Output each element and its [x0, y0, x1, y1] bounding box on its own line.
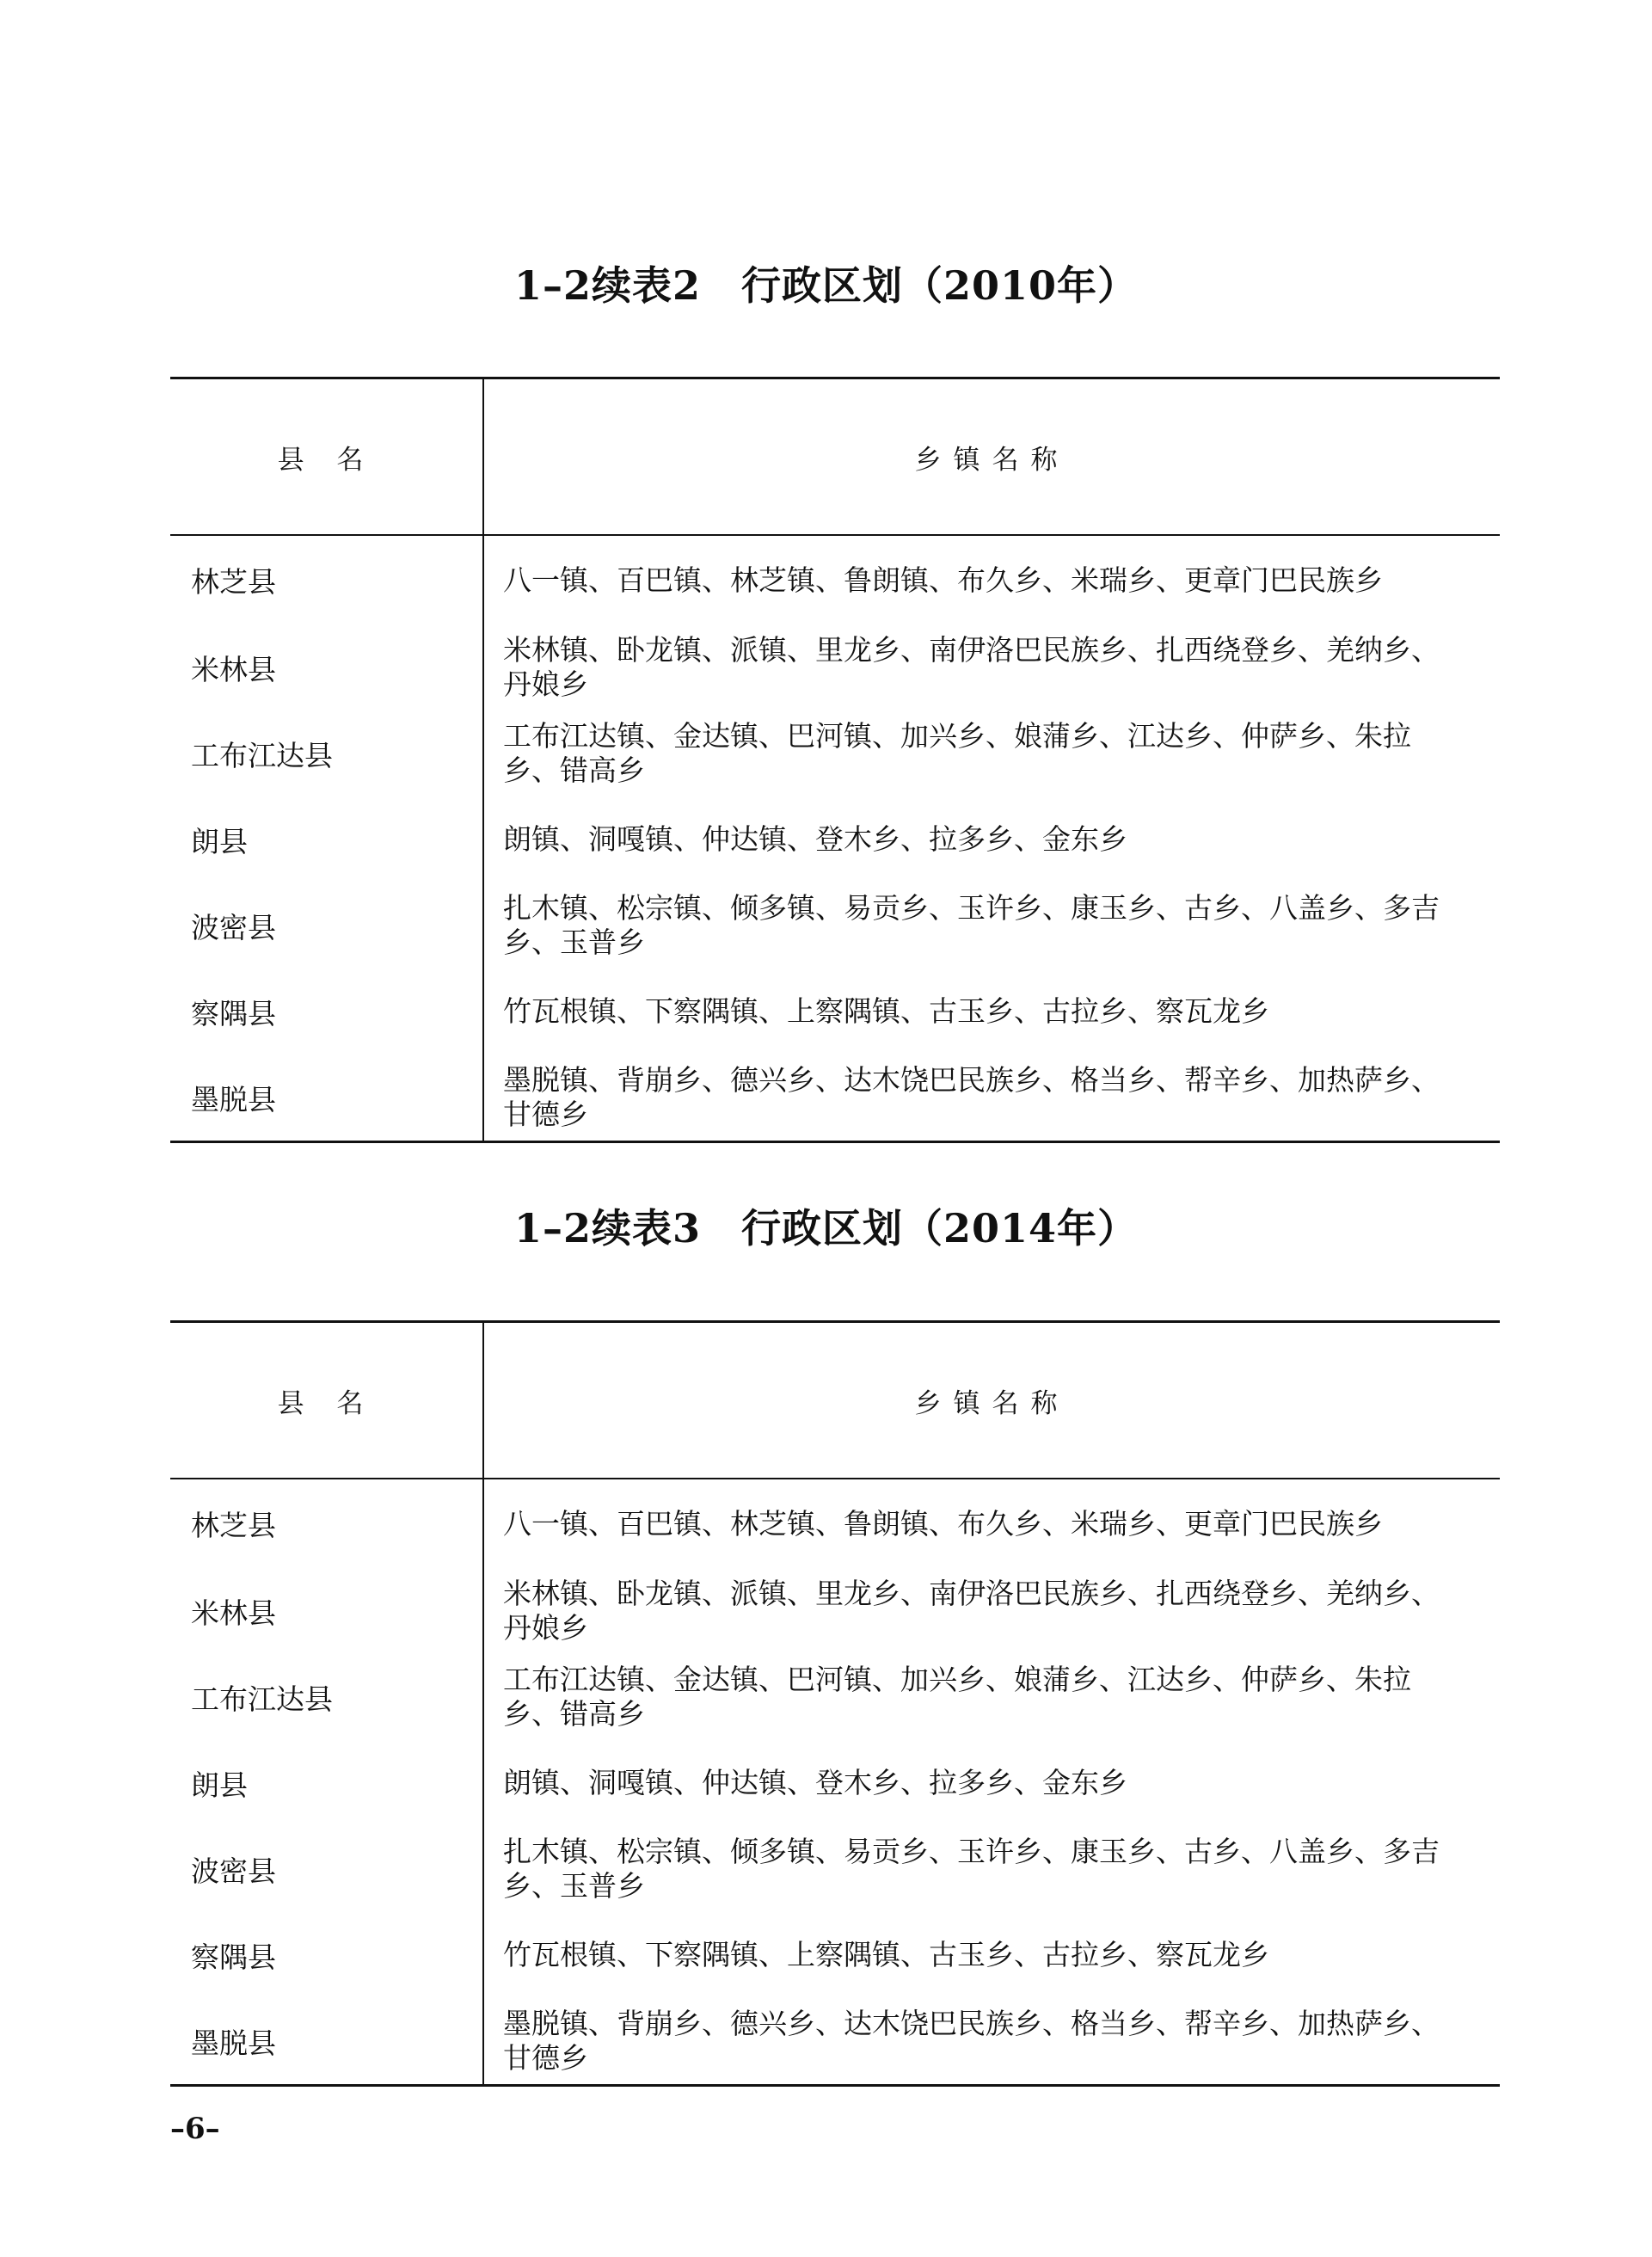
town-list: 八一镇、百巴镇、林芝镇、鲁朗镇、布久乡、米瑞乡、更章门巴民族乡 — [503, 563, 1383, 597]
town-list: 米林镇、卧龙镇、派镇、里龙乡、南伊洛巴民族乡、扎西绕登乡、羌纳乡、丹娘乡 — [503, 633, 1440, 701]
table-row — [170, 536, 1500, 624]
town-list: 八一镇、百巴镇、林芝镇、鲁朗镇、布久乡、米瑞乡、更章门巴民族乡 — [503, 1506, 1383, 1541]
county-name: 墨脱县 — [170, 1998, 484, 2084]
town-list: 工布江达镇、金达镇、巴河镇、加兴乡、娘蒲乡、江达乡、仲萨乡、朱拉乡、错高乡 — [503, 719, 1411, 787]
table-row — [170, 1055, 1500, 1141]
county-name: 墨脱县 — [170, 1055, 484, 1141]
town-list: 朗镇、洞嘎镇、仲达镇、登木乡、拉多乡、金东乡 — [503, 822, 1127, 856]
county-name: 波密县 — [170, 883, 484, 969]
header-county: 县 名 — [170, 1323, 484, 1478]
admin-division-table-2010 — [170, 377, 1500, 1143]
county-name: 波密县 — [170, 1826, 484, 1912]
table-header — [170, 1323, 1500, 1479]
table-row — [170, 1826, 1500, 1912]
table-title-2010: 1–2续表2 行政区划（2010年） — [513, 262, 1139, 309]
admin-division-table-2014 — [170, 1320, 1500, 2087]
table-title-2014: 1–2续表3 行政区划（2014年） — [513, 1205, 1139, 1251]
table-row — [170, 1568, 1500, 1654]
table-row — [170, 883, 1500, 969]
table-row — [170, 1912, 1500, 1998]
town-list: 墨脱镇、背崩乡、德兴乡、达木饶巴民族乡、格当乡、帮辛乡、加热萨乡、甘德乡 — [503, 1063, 1440, 1131]
table-row — [170, 710, 1500, 796]
town-list: 米林镇、卧龙镇、派镇、里龙乡、南伊洛巴民族乡、扎西绕登乡、羌纳乡、丹娘乡 — [503, 1577, 1440, 1645]
county-name: 林芝县 — [170, 1479, 484, 1568]
table-header — [170, 379, 1500, 536]
county-name: 工布江达县 — [170, 1654, 484, 1740]
town-list: 工布江达镇、金达镇、巴河镇、加兴乡、娘蒲乡、江达乡、仲萨乡、朱拉乡、错高乡 — [503, 1663, 1411, 1731]
header-county: 县 名 — [170, 379, 484, 534]
header-towns: 乡镇名称 — [914, 444, 1070, 476]
table-row — [170, 1654, 1500, 1740]
table-row — [170, 969, 1500, 1055]
county-name: 林芝县 — [170, 536, 484, 624]
town-list: 朗镇、洞嘎镇、仲达镇、登木乡、拉多乡、金东乡 — [503, 1766, 1127, 1799]
page-number: –6– — [170, 2112, 220, 2146]
county-name: 朗县 — [170, 1740, 484, 1826]
table-row — [170, 796, 1500, 883]
county-name: 工布江达县 — [170, 710, 484, 796]
county-name: 米林县 — [170, 624, 484, 710]
header-towns: 乡镇名称 — [914, 1387, 1070, 1419]
county-name: 朗县 — [170, 796, 484, 883]
town-list: 竹瓦根镇、下察隅镇、上察隅镇、古玉乡、古拉乡、察瓦龙乡 — [503, 994, 1269, 1028]
town-list: 扎木镇、松宗镇、倾多镇、易贡乡、玉许乡、康玉乡、古乡、八盖乡、多吉乡、玉普乡 — [503, 891, 1440, 959]
table-row — [170, 1740, 1500, 1826]
town-list: 竹瓦根镇、下察隅镇、上察隅镇、古玉乡、古拉乡、察瓦龙乡 — [503, 1938, 1269, 1971]
table-row — [170, 1479, 1500, 1568]
town-list: 墨脱镇、背崩乡、德兴乡、达木饶巴民族乡、格当乡、帮辛乡、加热萨乡、甘德乡 — [503, 2007, 1440, 2075]
table-row — [170, 1998, 1500, 2084]
county-name: 察隅县 — [170, 1912, 484, 1998]
table-row — [170, 624, 1500, 710]
town-list: 扎木镇、松宗镇、倾多镇、易贡乡、玉许乡、康玉乡、古乡、八盖乡、多吉乡、玉普乡 — [503, 1835, 1440, 1903]
county-name: 察隅县 — [170, 969, 484, 1055]
county-name: 米林县 — [170, 1568, 484, 1654]
